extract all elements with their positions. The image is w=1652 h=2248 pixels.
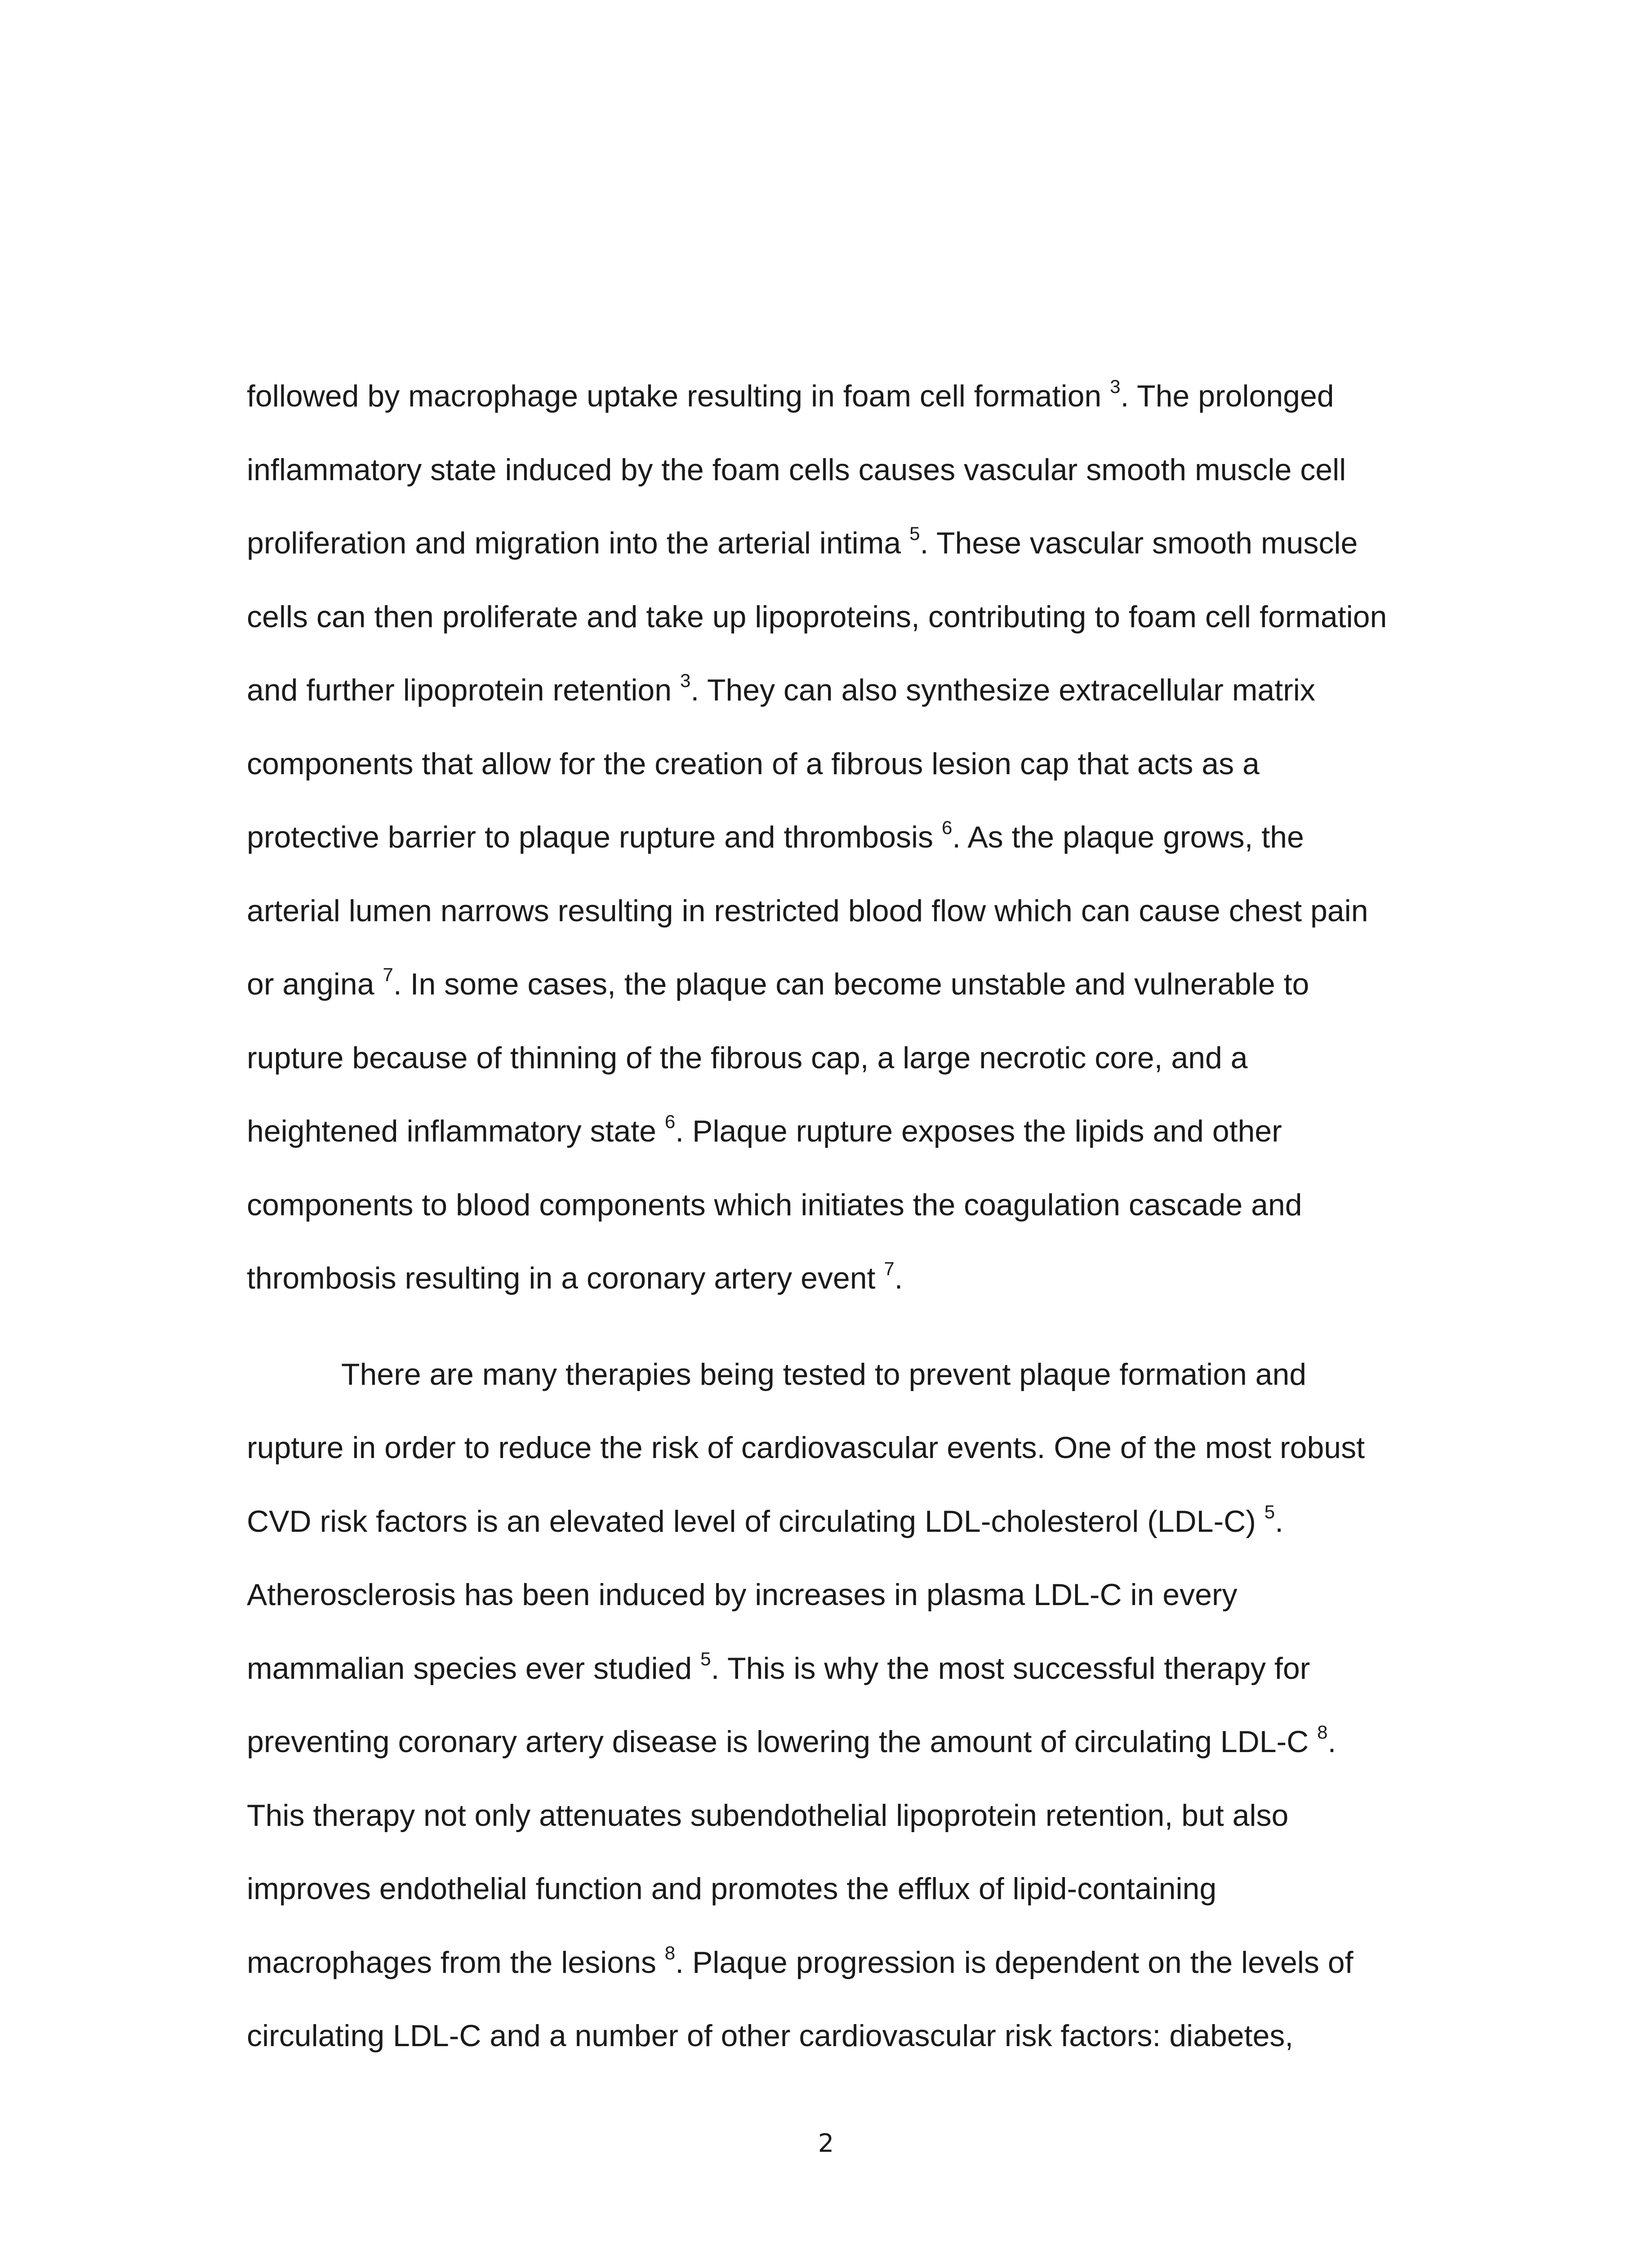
text-line [247,1242,1461,1316]
document-body [247,360,1461,2073]
line-text: thrombosis resulting in a coronary artery event [247,1261,884,1295]
text-line [247,1632,1461,1706]
line-text: or angina [247,967,383,1001]
line-text: arterial lumen narrows resulting in restricted blood flow which can cause chest pain [247,893,1368,928]
line-text: rupture because of thinning of the fibrous cap, a large necrotic core, and a [247,1040,1248,1075]
line-text: rupture in order to reduce the risk of cardiovascular events. One of the most robust [247,1431,1365,1465]
citation-reference: 5 [700,1648,711,1669]
line-text: This therapy not only attenuates subendothelial lipoprotein retention, but also [247,1798,1289,1833]
citation-reference: 3 [1110,376,1121,397]
line-text-continued: . The prolonged [1120,379,1334,413]
text-line [247,1779,1461,1853]
line-text: Atherosclerosis has been induced by increases in plasma LDL-C in every [247,1578,1238,1612]
text-line [247,507,1461,580]
paragraph [247,1338,1461,2073]
paragraph-gap [247,1316,1461,1338]
line-text-continued: . Plaque rupture exposes the lipids and other [675,1114,1282,1148]
text-line [247,1999,1461,2073]
line-text: cells can then proliferate and take up lipoproteins, contributing to foam cell formation [247,599,1387,634]
text-line [247,1558,1461,1632]
text-line [247,948,1461,1021]
text-line [247,654,1461,727]
text-line [247,1852,1461,1926]
text-line [247,1021,1461,1095]
text-line [247,580,1461,654]
line-text: components to blood components which initiates the coagulation cascade and [247,1187,1302,1222]
text-line [247,1705,1461,1779]
citation-reference: 6 [664,1111,676,1133]
citation-reference: 6 [941,817,953,839]
line-text: components that allow for the creation of a fibrous lesion cap that acts as a [247,746,1260,781]
line-text: There are many therapies being tested to prevent plaque formation and [341,1357,1307,1392]
line-text-continued: . In some cases, the plaque can become unstable and vulnerable to [393,967,1309,1001]
citation-reference: 3 [680,670,691,691]
text-line [247,1411,1461,1485]
line-text: inflammatory state induced by the foam cells causes vascular smooth muscle cell [247,452,1346,487]
line-text-continued: . They can also synthesize extracellular matrix [690,673,1315,707]
line-text-continued: . [894,1261,903,1295]
text-line [247,801,1461,874]
text-line [247,1338,1461,1412]
line-text: followed by macrophage uptake resulting in foam cell formation [247,379,1110,413]
citation-reference: 5 [1264,1501,1275,1522]
citation-reference: 5 [909,523,920,544]
line-text-continued: . This is why the most successful therapy for [711,1651,1310,1686]
line-text: improves endothelial function and promotes the efflux of lipid-containing [247,1872,1217,1906]
line-text: macrophages from the lesions [247,1945,665,1980]
line-text: circulating LDL-C and a number of other cardiovascular risk factors: diabetes, [247,2019,1294,2053]
text-line [247,727,1461,801]
line-text-continued: . These vascular smooth muscle [920,526,1358,560]
citation-reference: 8 [1317,1722,1328,1743]
text-line [247,1926,1461,2000]
citation-reference: 7 [383,964,393,986]
line-text-continued: . Plaque progression is dependent on the levels of [675,1945,1354,1980]
line-text-continued: . As the plaque grows, the [952,820,1304,854]
text-line [247,1485,1461,1559]
citation-reference: 8 [664,1942,676,1963]
citation-reference: 7 [884,1258,895,1280]
line-text-continued: . [1327,1725,1336,1759]
page-number: 2 [818,2129,834,2158]
line-text: CVD risk factors is an elevated level of circulating LDL-cholesterol (LDL-C) [247,1504,1265,1539]
text-line [247,433,1461,507]
line-text: heightened inflammatory state [247,1114,665,1148]
text-line [247,1095,1461,1169]
text-line [247,1169,1461,1242]
line-text: proliferation and migration into the arterial intima [247,526,910,560]
line-text-continued: . [1275,1504,1284,1539]
paragraph [247,360,1461,1316]
text-line [247,360,1461,433]
text-line [247,874,1461,948]
line-text: preventing coronary artery disease is lowering the amount of circulating LDL-C [247,1725,1318,1759]
line-text: protective barrier to plaque rupture and thrombosis [247,820,942,854]
line-text: and further lipoprotein retention [247,673,680,707]
line-text: mammalian species ever studied [247,1651,701,1686]
